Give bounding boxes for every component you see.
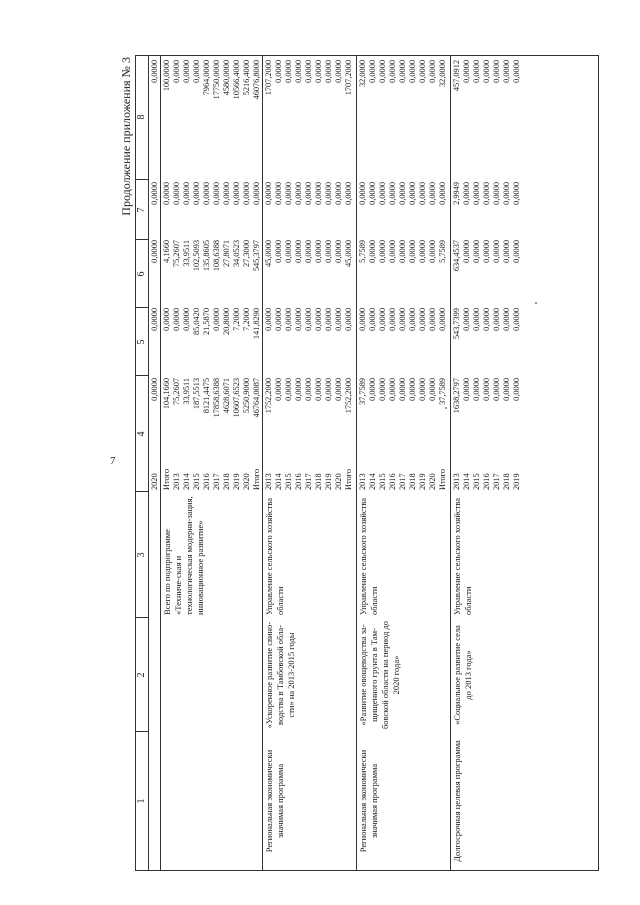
program-type: Долгосрочная целевая программа bbox=[452, 740, 462, 862]
regional-cell: 0,0000 bbox=[408, 240, 417, 263]
federal-cell: 0,0000 bbox=[438, 308, 447, 331]
regional-cell: 34,0523 bbox=[232, 240, 241, 267]
offbudget-cell: 0,0000 bbox=[482, 60, 491, 83]
federal-cell: 0,0000 bbox=[378, 308, 387, 331]
federal-cell: 0,0000 bbox=[284, 308, 293, 331]
federal-cell: 0,0000 bbox=[344, 308, 353, 331]
offbudget-cell: 32,0000 bbox=[358, 60, 367, 87]
local-cell: 0,0000 bbox=[502, 182, 511, 205]
offbudget-cell: 5216,4000 bbox=[242, 60, 251, 96]
regional-cell: 4,1660 bbox=[162, 240, 171, 263]
local-cell: 0,0000 bbox=[324, 182, 333, 205]
federal-cell: 0,0000 bbox=[324, 308, 333, 331]
total-cell: 10607,6523 bbox=[232, 378, 241, 418]
federal-cell: 0,0000 bbox=[388, 308, 397, 331]
regional-cell: 0,0000 bbox=[274, 240, 283, 263]
year-cell: 2017 bbox=[492, 473, 501, 490]
section-rule bbox=[262, 56, 263, 870]
year-cell: 2014 bbox=[368, 473, 377, 490]
header-divider bbox=[136, 731, 148, 732]
header-divider bbox=[136, 491, 148, 492]
total-cell: 1638,2797 bbox=[452, 378, 461, 414]
federal-cell: 0,0000 bbox=[462, 308, 471, 331]
total-cell: 0,0000 bbox=[512, 378, 521, 401]
federal-cell: 0,0000 bbox=[274, 308, 283, 331]
total-cell: 33,9511 bbox=[182, 378, 191, 405]
year-cell: Итого bbox=[438, 468, 447, 490]
local-cell: 0,0000 bbox=[150, 182, 159, 205]
regional-cell: 0,0000 bbox=[418, 240, 427, 263]
offbudget-cell: 32,0000 bbox=[438, 60, 447, 87]
offbudget-cell: 0,0000 bbox=[274, 60, 283, 83]
year-cell: 2019 bbox=[512, 473, 521, 490]
year-cell: 2019 bbox=[324, 473, 333, 490]
year-cell: 2017 bbox=[398, 473, 407, 490]
local-cell: 0,0000 bbox=[344, 182, 353, 205]
total-cell: 0,0000 bbox=[388, 378, 397, 401]
federal-cell: 0,0000 bbox=[368, 308, 377, 331]
year-cell: 2018 bbox=[314, 473, 323, 490]
regional-cell: 75,2607 bbox=[172, 240, 181, 267]
section-rule bbox=[450, 56, 451, 870]
program-section bbox=[148, 56, 160, 870]
federal-cell: 0,0000 bbox=[398, 308, 407, 331]
local-cell: 0,0000 bbox=[398, 182, 407, 205]
section-rule bbox=[160, 56, 161, 870]
federal-cell: 0,0000 bbox=[212, 308, 221, 331]
local-cell: 0,0000 bbox=[438, 182, 447, 205]
total-cell: 37,7589 bbox=[358, 378, 367, 405]
year-cell: 2017 bbox=[304, 473, 313, 490]
total-cell: 37,7589 bbox=[438, 378, 447, 405]
regional-cell: 27,8071 bbox=[222, 240, 231, 267]
local-cell: 0,0000 bbox=[232, 182, 241, 205]
regional-cell: 0,0000 bbox=[512, 240, 521, 263]
local-cell: 0,0000 bbox=[378, 182, 387, 205]
federal-cell: 0,0000 bbox=[334, 308, 343, 331]
total-cell: 187,5513 bbox=[192, 378, 201, 410]
column-header: 1 bbox=[136, 798, 147, 804]
regional-cell: 135,8605 bbox=[202, 240, 211, 272]
offbudget-cell: 0,0000 bbox=[378, 60, 387, 83]
offbudget-cell: 0,0000 bbox=[150, 60, 159, 83]
local-cell: 0,0000 bbox=[428, 182, 437, 205]
local-cell: 0,0000 bbox=[368, 182, 377, 205]
local-cell: 0,0000 bbox=[264, 182, 273, 205]
year-cell: 2015 bbox=[284, 473, 293, 490]
year-cell: 2018 bbox=[222, 473, 231, 490]
total-cell: 0,0000 bbox=[428, 378, 437, 401]
local-cell: 0,0000 bbox=[512, 182, 521, 205]
federal-cell: 0,0000 bbox=[408, 308, 417, 331]
local-cell: 0,0000 bbox=[202, 182, 211, 205]
federal-cell: 0,0000 bbox=[418, 308, 427, 331]
local-cell: 0,0000 bbox=[462, 182, 471, 205]
federal-cell: 0,0000 bbox=[172, 308, 181, 331]
regional-cell: 102,5093 bbox=[192, 240, 201, 272]
program-section bbox=[160, 56, 262, 870]
total-cell: 0,0000 bbox=[304, 378, 313, 401]
regional-cell: 0,0000 bbox=[398, 240, 407, 263]
total-cell: 46764,0087 bbox=[252, 378, 261, 418]
column-header: 5 bbox=[136, 339, 147, 345]
column-header: 6 bbox=[136, 271, 147, 277]
regional-cell: 0,0000 bbox=[294, 240, 303, 263]
federal-cell: 85,0420 bbox=[192, 308, 201, 335]
total-cell: 0,0000 bbox=[482, 378, 491, 401]
federal-cell: 7,2000 bbox=[242, 308, 251, 331]
local-cell: 0,0000 bbox=[482, 182, 491, 205]
column-header: 2 bbox=[136, 672, 147, 678]
regional-cell: 545,3797 bbox=[252, 240, 261, 272]
regional-cell: 0,0000 bbox=[472, 240, 481, 263]
offbudget-cell: 0,0000 bbox=[462, 60, 471, 83]
total-cell: 0,0000 bbox=[502, 378, 511, 401]
year-cell: 2016 bbox=[388, 473, 397, 490]
year-cell: 2020 bbox=[428, 473, 437, 490]
regional-cell: 0,0000 bbox=[324, 240, 333, 263]
year-cell: 2014 bbox=[462, 473, 471, 490]
local-cell: 0,0000 bbox=[252, 182, 261, 205]
offbudget-cell: 17750,0000 bbox=[212, 60, 221, 100]
local-cell: 0,0000 bbox=[388, 182, 397, 205]
federal-cell: 141,8290 bbox=[252, 308, 261, 340]
offbudget-cell: 0,0000 bbox=[398, 60, 407, 83]
regional-cell: 0,0000 bbox=[428, 240, 437, 263]
local-cell: 0,0000 bbox=[408, 182, 417, 205]
year-cell: 2017 bbox=[212, 473, 221, 490]
federal-cell: 0,0000 bbox=[314, 308, 323, 331]
federal-cell: 20,8000 bbox=[222, 308, 231, 335]
local-cell: 0,0000 bbox=[472, 182, 481, 205]
federal-cell: 0,0000 bbox=[150, 308, 159, 331]
regional-cell: 0,0000 bbox=[378, 240, 387, 263]
offbudget-cell: 0,0000 bbox=[284, 60, 293, 83]
local-cell: 0,0000 bbox=[358, 182, 367, 205]
regional-cell: 0,0000 bbox=[334, 240, 343, 263]
local-cell: 0,0000 bbox=[294, 182, 303, 205]
federal-cell: 0,0000 bbox=[182, 308, 191, 331]
local-cell: 0,0000 bbox=[314, 182, 323, 205]
total-cell: 0,0000 bbox=[284, 378, 293, 401]
regional-cell: 45,0000 bbox=[264, 240, 273, 267]
column-header: 7 bbox=[136, 207, 147, 213]
year-cell: 2013 bbox=[172, 473, 181, 490]
local-cell: 0,0000 bbox=[418, 182, 427, 205]
offbudget-cell: 1707,2000 bbox=[344, 60, 353, 96]
program-section bbox=[356, 56, 450, 870]
regional-cell: 33,9511 bbox=[182, 240, 191, 267]
program-type: Региональная экономически значимая программа bbox=[264, 749, 285, 853]
regional-cell: 0,0000 bbox=[304, 240, 313, 263]
year-cell: 2015 bbox=[472, 473, 481, 490]
offbudget-cell: 4580,0000 bbox=[222, 60, 231, 96]
local-cell: 0,0000 bbox=[172, 182, 181, 205]
column-header: 4 bbox=[136, 431, 147, 437]
year-cell: 2020 bbox=[150, 473, 159, 490]
responsible-body: Всего по подпрограмме «Техниче-ская и технологическая модерни-зация, инновационное развитие» bbox=[162, 496, 205, 615]
scan-speck bbox=[535, 302, 537, 304]
federal-cell: 0,0000 bbox=[428, 308, 437, 331]
offbudget-cell: 0,0000 bbox=[428, 60, 437, 83]
regional-cell: 5,7589 bbox=[358, 240, 367, 263]
header-divider bbox=[136, 375, 148, 376]
budget-table bbox=[135, 55, 599, 871]
offbudget-cell: 0,0000 bbox=[294, 60, 303, 83]
header-divider bbox=[136, 307, 148, 308]
header-divider bbox=[136, 617, 148, 618]
total-cell: 8121,4475 bbox=[202, 378, 211, 414]
year-cell: 2013 bbox=[452, 473, 461, 490]
responsible-body: Управление сельского хозяйства области bbox=[264, 497, 285, 615]
total-cell: 0,0000 bbox=[378, 378, 387, 401]
regional-cell: 5,7589 bbox=[438, 240, 447, 263]
local-cell: 0,0000 bbox=[284, 182, 293, 205]
regional-cell: 0,0000 bbox=[482, 240, 491, 263]
offbudget-cell: 457,0912 bbox=[452, 60, 461, 92]
header-divider bbox=[136, 239, 148, 240]
regional-cell: 108,6388 bbox=[212, 240, 221, 272]
year-cell: 2016 bbox=[202, 473, 211, 490]
local-cell: 0,0000 bbox=[222, 182, 231, 205]
total-cell: 0,0000 bbox=[324, 378, 333, 401]
federal-cell: 0,0000 bbox=[294, 308, 303, 331]
federal-cell: 0,0000 bbox=[502, 308, 511, 331]
year-cell: 2018 bbox=[502, 473, 511, 490]
offbudget-cell: 0,0000 bbox=[512, 60, 521, 83]
federal-cell: 0,0000 bbox=[358, 308, 367, 331]
program-name: «Социальное развитие села до 2013 года» bbox=[452, 625, 473, 725]
total-cell: 0,0000 bbox=[472, 378, 481, 401]
offbudget-cell: 0,0000 bbox=[418, 60, 427, 83]
total-cell: 0,0000 bbox=[408, 378, 417, 401]
year-cell: 2020 bbox=[334, 473, 343, 490]
local-cell: 2,9949 bbox=[452, 182, 461, 205]
offbudget-cell: 0,0000 bbox=[314, 60, 323, 83]
local-cell: 0,0000 bbox=[182, 182, 191, 205]
year-cell: 2015 bbox=[378, 473, 387, 490]
total-cell: 0,0000 bbox=[462, 378, 471, 401]
program-section bbox=[450, 56, 600, 870]
responsible-body: Управление сельского хозяйства области bbox=[452, 497, 473, 615]
local-cell: 0,0000 bbox=[212, 182, 221, 205]
regional-cell: 0,0000 bbox=[368, 240, 377, 263]
year-cell: 2018 bbox=[408, 473, 417, 490]
total-cell: 0,0000 bbox=[314, 378, 323, 401]
federal-cell: 0,0000 bbox=[482, 308, 491, 331]
year-cell: 2016 bbox=[482, 473, 491, 490]
total-cell: 75,2607 bbox=[172, 378, 181, 405]
local-cell: 0,0000 bbox=[492, 182, 501, 205]
offbudget-cell: 0,0000 bbox=[334, 60, 343, 83]
total-cell: 0,0000 bbox=[150, 378, 159, 401]
regional-cell: 0,0000 bbox=[314, 240, 323, 263]
offbudget-cell: 0,0000 bbox=[192, 60, 201, 83]
offbudget-cell: 0,0000 bbox=[324, 60, 333, 83]
total-cell: 5250,9000 bbox=[242, 378, 251, 414]
offbudget-cell: 0,0000 bbox=[182, 60, 191, 83]
year-cell: 2014 bbox=[182, 473, 191, 490]
year-cell: 2019 bbox=[418, 473, 427, 490]
regional-cell: 0,0000 bbox=[492, 240, 501, 263]
rotated-page bbox=[115, 29, 623, 879]
year-cell: 2019 bbox=[232, 473, 241, 490]
regional-cell: 0,0000 bbox=[284, 240, 293, 263]
scan-speck bbox=[445, 407, 447, 409]
local-cell: 0,0000 bbox=[304, 182, 313, 205]
total-cell: 1752,2000 bbox=[344, 378, 353, 414]
offbudget-cell: 10566,4000 bbox=[232, 60, 241, 100]
offbudget-cell: 0,0000 bbox=[502, 60, 511, 83]
offbudget-cell: 7964,0000 bbox=[202, 60, 211, 96]
offbudget-cell: 0,0000 bbox=[172, 60, 181, 83]
offbudget-cell: 100,0000 bbox=[162, 60, 171, 92]
regional-cell: 0,0000 bbox=[388, 240, 397, 263]
federal-cell: 0,0000 bbox=[472, 308, 481, 331]
program-name: «Развитие овощеводства за-щищенного грунта в Там-бовской области на период до 2020 года» bbox=[358, 620, 401, 730]
federal-cell: 543,7399 bbox=[452, 308, 461, 340]
offbudget-cell: 0,0000 bbox=[408, 60, 417, 83]
offbudget-cell: 0,0000 bbox=[388, 60, 397, 83]
total-cell: 104,1660 bbox=[162, 378, 171, 410]
offbudget-cell: 0,0000 bbox=[492, 60, 501, 83]
total-cell: 0,0000 bbox=[418, 378, 427, 401]
total-cell: 0,0000 bbox=[334, 378, 343, 401]
column-header: 8 bbox=[136, 114, 147, 120]
regional-cell: 634,4537 bbox=[452, 240, 461, 272]
year-cell: 2013 bbox=[264, 473, 273, 490]
year-cell: 2020 bbox=[242, 473, 251, 490]
appendix-subtitle: Продолжение приложения № 3 bbox=[119, 57, 133, 216]
local-cell: 0,0000 bbox=[274, 182, 283, 205]
program-section bbox=[262, 56, 356, 870]
page-number: 7 bbox=[110, 455, 116, 467]
section-rule bbox=[356, 56, 357, 870]
year-cell: Итого bbox=[252, 468, 261, 490]
total-cell: 4628,6071 bbox=[222, 378, 231, 414]
local-cell: 0,0000 bbox=[242, 182, 251, 205]
regional-cell: 0,0000 bbox=[502, 240, 511, 263]
year-cell: 2013 bbox=[358, 473, 367, 490]
local-cell: 0,0000 bbox=[162, 182, 171, 205]
offbudget-cell: 46076,8000 bbox=[252, 60, 261, 100]
total-cell: 0,0000 bbox=[294, 378, 303, 401]
local-cell: 0,0000 bbox=[192, 182, 201, 205]
program-type: Региональная экономически значимая программа bbox=[358, 749, 379, 853]
year-cell: Итого bbox=[344, 468, 353, 490]
total-cell: 0,0000 bbox=[274, 378, 283, 401]
column-header: 3 bbox=[136, 552, 147, 558]
regional-cell: 45,0000 bbox=[344, 240, 353, 267]
federal-cell: 0,0000 bbox=[264, 308, 273, 331]
offbudget-cell: 0,0000 bbox=[472, 60, 481, 83]
regional-cell: 27,3000 bbox=[242, 240, 251, 267]
program-name: «Ускоренное развитие свино-водства в Тамбовской обла-сти» на 2013-2015 годы bbox=[264, 621, 296, 729]
year-cell: 2015 bbox=[192, 473, 201, 490]
total-cell: 1752,2000 bbox=[264, 378, 273, 414]
total-cell: 17858,6388 bbox=[212, 378, 221, 418]
total-cell: 0,0000 bbox=[492, 378, 501, 401]
federal-cell: 21,5870 bbox=[202, 308, 211, 335]
federal-cell: 0,0000 bbox=[512, 308, 521, 331]
year-cell: 2014 bbox=[274, 473, 283, 490]
offbudget-cell: 1707,2000 bbox=[264, 60, 273, 96]
federal-cell: 0,0000 bbox=[492, 308, 501, 331]
year-cell: 2016 bbox=[294, 473, 303, 490]
regional-cell: 0,0000 bbox=[462, 240, 471, 263]
federal-cell: 7,2000 bbox=[232, 308, 241, 331]
federal-cell: 0,0000 bbox=[304, 308, 313, 331]
offbudget-cell: 0,0000 bbox=[304, 60, 313, 83]
responsible-body: Управление сельского хозяйства области bbox=[358, 497, 379, 615]
local-cell: 0,0000 bbox=[334, 182, 343, 205]
total-cell: 0,0000 bbox=[398, 378, 407, 401]
year-cell: Итого bbox=[162, 468, 171, 490]
header-divider bbox=[136, 179, 148, 180]
offbudget-cell: 0,0000 bbox=[368, 60, 377, 83]
regional-cell: 0,0000 bbox=[150, 240, 159, 263]
total-cell: 0,0000 bbox=[368, 378, 377, 401]
federal-cell: 0,0000 bbox=[162, 308, 171, 331]
